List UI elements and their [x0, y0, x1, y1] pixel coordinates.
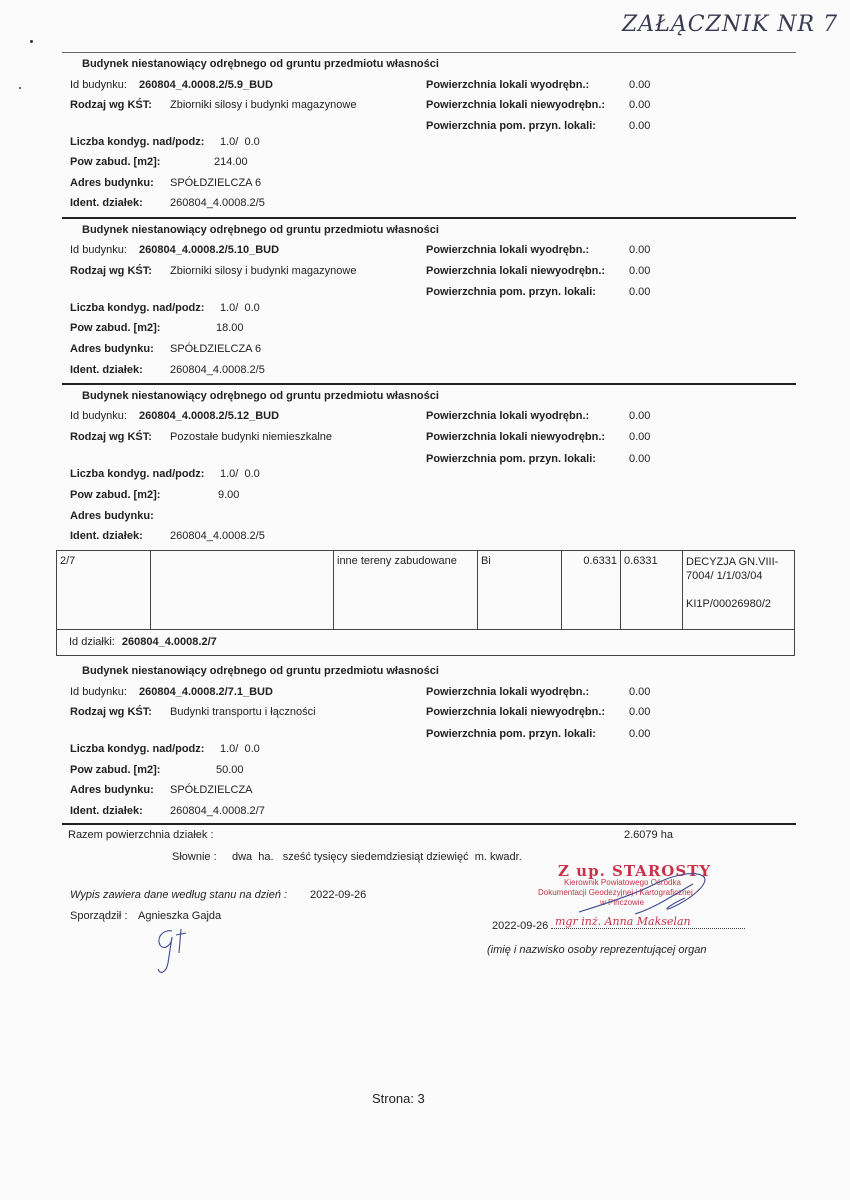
pow-wyodr-value: 0.00: [629, 410, 651, 422]
liczba-value: 1.0/ 0.0: [220, 743, 260, 755]
pow-pom-value: 0.00: [629, 728, 651, 740]
rodzaj-label: Rodzaj wg KŚT:: [70, 706, 152, 718]
organ-caption: (imię i nazwisko osoby reprezentującej organ: [487, 944, 707, 956]
stamp-line: Kierownik Powiatowego Ośrodka: [564, 878, 681, 887]
adres-value: SPÓŁDZIELCZA 6: [170, 343, 262, 355]
ident-value: 260804_4.0008.2/5: [170, 197, 265, 209]
id-budynku-value: 260804_4.0008.2/7.1_BUD: [139, 686, 273, 698]
liczba-value: 1.0/ 0.0: [220, 136, 260, 148]
ident-label: Ident. działek:: [70, 364, 143, 376]
rodzaj-label: Rodzaj wg KŚT:: [70, 99, 152, 111]
top-rule: [62, 52, 796, 53]
pow-zabud-value: 18.00: [216, 322, 244, 334]
rodzaj-value: Zbiorniki silosy i budynki magazynowe: [170, 265, 357, 277]
pow-zabud-label: Pow zabud. [m2]:: [70, 156, 161, 168]
parcel-decision-cell: [683, 551, 795, 630]
id-budynku-label: Id budynku:: [70, 410, 127, 422]
pow-zabud-value: 214.00: [214, 156, 248, 168]
liczba-label: Liczba kondyg. nad/podz:: [70, 743, 205, 755]
table-row: [57, 630, 795, 656]
page-number: Strona: 3: [372, 1091, 425, 1106]
rodzaj-label: Rodzaj wg KŚT:: [70, 431, 152, 443]
block-title: Budynek niestanowiący odrębnego od gruntu przedmiotu własności: [82, 665, 439, 677]
pow-pom-label: Powierzchnia pom. przyn. lokali:: [426, 286, 596, 298]
adres-value: SPÓŁDZIELCZA: [170, 784, 253, 796]
adres-label: Adres budynku:: [70, 784, 154, 796]
block-title: Budynek niestanowiący odrębnego od gruntu przedmiotu własności: [82, 390, 439, 402]
rodzaj-label: Rodzaj wg KŚT:: [70, 265, 152, 277]
pow-niewyodr-value: 0.00: [629, 99, 651, 111]
pow-niewyodr-value: 0.00: [629, 431, 651, 443]
adres-value: SPÓŁDZIELCZA 6: [170, 177, 262, 189]
liczba-label: Liczba kondyg. nad/podz:: [70, 468, 205, 480]
rodzaj-value: Pozostałe budynki niemieszkalne: [170, 431, 333, 443]
sporzadzil-label: Sporządził :: [70, 910, 128, 922]
id-budynku-label: Id budynku:: [70, 244, 127, 256]
pow-wyodr-label: Powierzchnia lokali wyodrębn.:: [426, 79, 590, 91]
parcel-table: [56, 550, 795, 656]
pow-niewyodr-label: Powierzchnia lokali niewyodrębn.:: [426, 265, 606, 277]
parcel-decision: DECYZJA GN.VIII-7004/ 1/1/03/04: [686, 556, 779, 582]
wypis-date: 2022-09-26: [310, 889, 367, 901]
adres-label: Adres budynku:: [70, 510, 154, 522]
id-budynku-value: 260804_4.0008.2/5.12_BUD: [139, 410, 280, 422]
stamp-name: mgr inż. Anna Makselan: [555, 915, 691, 928]
ident-label: Ident. działek:: [70, 197, 143, 209]
pow-wyodr-label: Powierzchnia lokali wyodrębn.:: [426, 244, 590, 256]
sporzadzil-value: Agnieszka Gajda: [138, 910, 222, 922]
adres-label: Adres budynku:: [70, 343, 154, 355]
summary-divider: [62, 823, 796, 825]
table-row: [57, 551, 795, 630]
pow-pom-value: 0.00: [629, 453, 651, 465]
ident-label: Ident. działek:: [70, 805, 143, 817]
slownie-label: Słownie :: [172, 851, 217, 863]
pow-zabud-value: 50.00: [216, 764, 244, 776]
pow-pom-label: Powierzchnia pom. przyn. lokali:: [426, 453, 596, 465]
signature-line: [551, 928, 745, 929]
initials-signature: [146, 923, 192, 979]
block-title: Budynek niestanowiący odrębnego od gruntu przedmiotu własności: [82, 224, 439, 236]
id-budynku-value: 260804_4.0008.2/5.9_BUD: [139, 79, 273, 91]
wypis-label: Wypis zawiera dane według stanu na dzień :: [70, 889, 288, 901]
parcel-land-register: KI1P/00026980/2: [686, 598, 772, 610]
pow-wyodr-value: 0.00: [629, 686, 651, 698]
pow-niewyodr-value: 0.00: [629, 706, 651, 718]
rodzaj-value: Zbiorniki silosy i budynki magazynowe: [170, 99, 357, 111]
stamp-line: Dokumentacji Geodezyjnej i Kartograficznej: [538, 888, 693, 897]
parcel-empty-cell: [151, 551, 334, 630]
pow-zabud-label: Pow zabud. [m2]:: [70, 489, 161, 501]
sign-date: 2022-09-26: [492, 920, 549, 932]
pow-zabud-value: 9.00: [218, 489, 240, 501]
pow-pom-value: 0.00: [629, 120, 651, 132]
liczba-value: 1.0/ 0.0: [220, 302, 260, 314]
pow-wyodr-label: Powierzchnia lokali wyodrębn.:: [426, 410, 590, 422]
pow-niewyodr-label: Powierzchnia lokali niewyodrębn.:: [426, 99, 606, 111]
pow-niewyodr-label: Powierzchnia lokali niewyodrębn.:: [426, 431, 606, 443]
liczba-label: Liczba kondyg. nad/podz:: [70, 302, 205, 314]
id-budynku-label: Id budynku:: [70, 686, 127, 698]
pow-wyodr-label: Powierzchnia lokali wyodrębn.:: [426, 686, 590, 698]
id-budynku-value: 260804_4.0008.2/5.10_BUD: [139, 244, 280, 256]
scan-speck: [30, 40, 33, 43]
handwritten-title: ZAŁĄCZNIK NR 7: [622, 12, 839, 37]
block-divider: [62, 217, 796, 219]
pow-niewyodr-value: 0.00: [629, 265, 651, 277]
ident-value: 260804_4.0008.2/7: [170, 805, 265, 817]
block-divider: [62, 383, 796, 385]
rodzaj-value: Budynki transportu i łączności: [170, 706, 316, 718]
ident-value: 260804_4.0008.2/5: [170, 364, 265, 376]
parcel-area-2: 0.6331: [621, 551, 683, 630]
slownie-value: dwa ha. sześć tysięcy siedemdziesiąt dziewięć m. kwadr.: [232, 851, 522, 863]
official-signature: [575, 864, 725, 920]
id-budynku-label: Id budynku:: [70, 79, 127, 91]
stamp-title: Z up. STAROSTY: [558, 862, 712, 880]
pow-pom-label: Powierzchnia pom. przyn. lokali:: [426, 120, 596, 132]
parcel-symbol: Bi: [478, 551, 562, 630]
adres-label: Adres budynku:: [70, 177, 154, 189]
parcel-id-value: 260804_4.0008.2/7: [121, 636, 217, 648]
parcel-number: 2/7: [57, 551, 151, 630]
pow-zabud-label: Pow zabud. [m2]:: [70, 322, 161, 334]
pow-zabud-label: Pow zabud. [m2]:: [70, 764, 161, 776]
parcel-id-label: Id działki:: [69, 636, 115, 648]
parcel-area-1: 0.6331: [562, 551, 621, 630]
razem-label: Razem powierzchnia działek :: [68, 829, 214, 841]
pow-wyodr-value: 0.00: [629, 244, 651, 256]
liczba-value: 1.0/ 0.0: [220, 468, 260, 480]
stamp-line: w Pińczowie: [600, 898, 645, 907]
parcel-id-row: [57, 630, 795, 656]
pow-wyodr-value: 0.00: [629, 79, 651, 91]
pow-pom-value: 0.00: [629, 286, 651, 298]
pow-pom-label: Powierzchnia pom. przyn. lokali:: [426, 728, 596, 740]
pow-niewyodr-label: Powierzchnia lokali niewyodrębn.:: [426, 706, 606, 718]
parcel-land-use: inne tereny zabudowane: [334, 551, 478, 630]
ident-value: 260804_4.0008.2/5: [170, 530, 265, 542]
block-title: Budynek niestanowiący odrębnego od gruntu przedmiotu własności: [82, 58, 439, 70]
razem-value: 2.6079 ha: [624, 829, 673, 841]
ident-label: Ident. działek:: [70, 530, 143, 542]
scan-speck: [19, 87, 21, 89]
liczba-label: Liczba kondyg. nad/podz:: [70, 136, 205, 148]
